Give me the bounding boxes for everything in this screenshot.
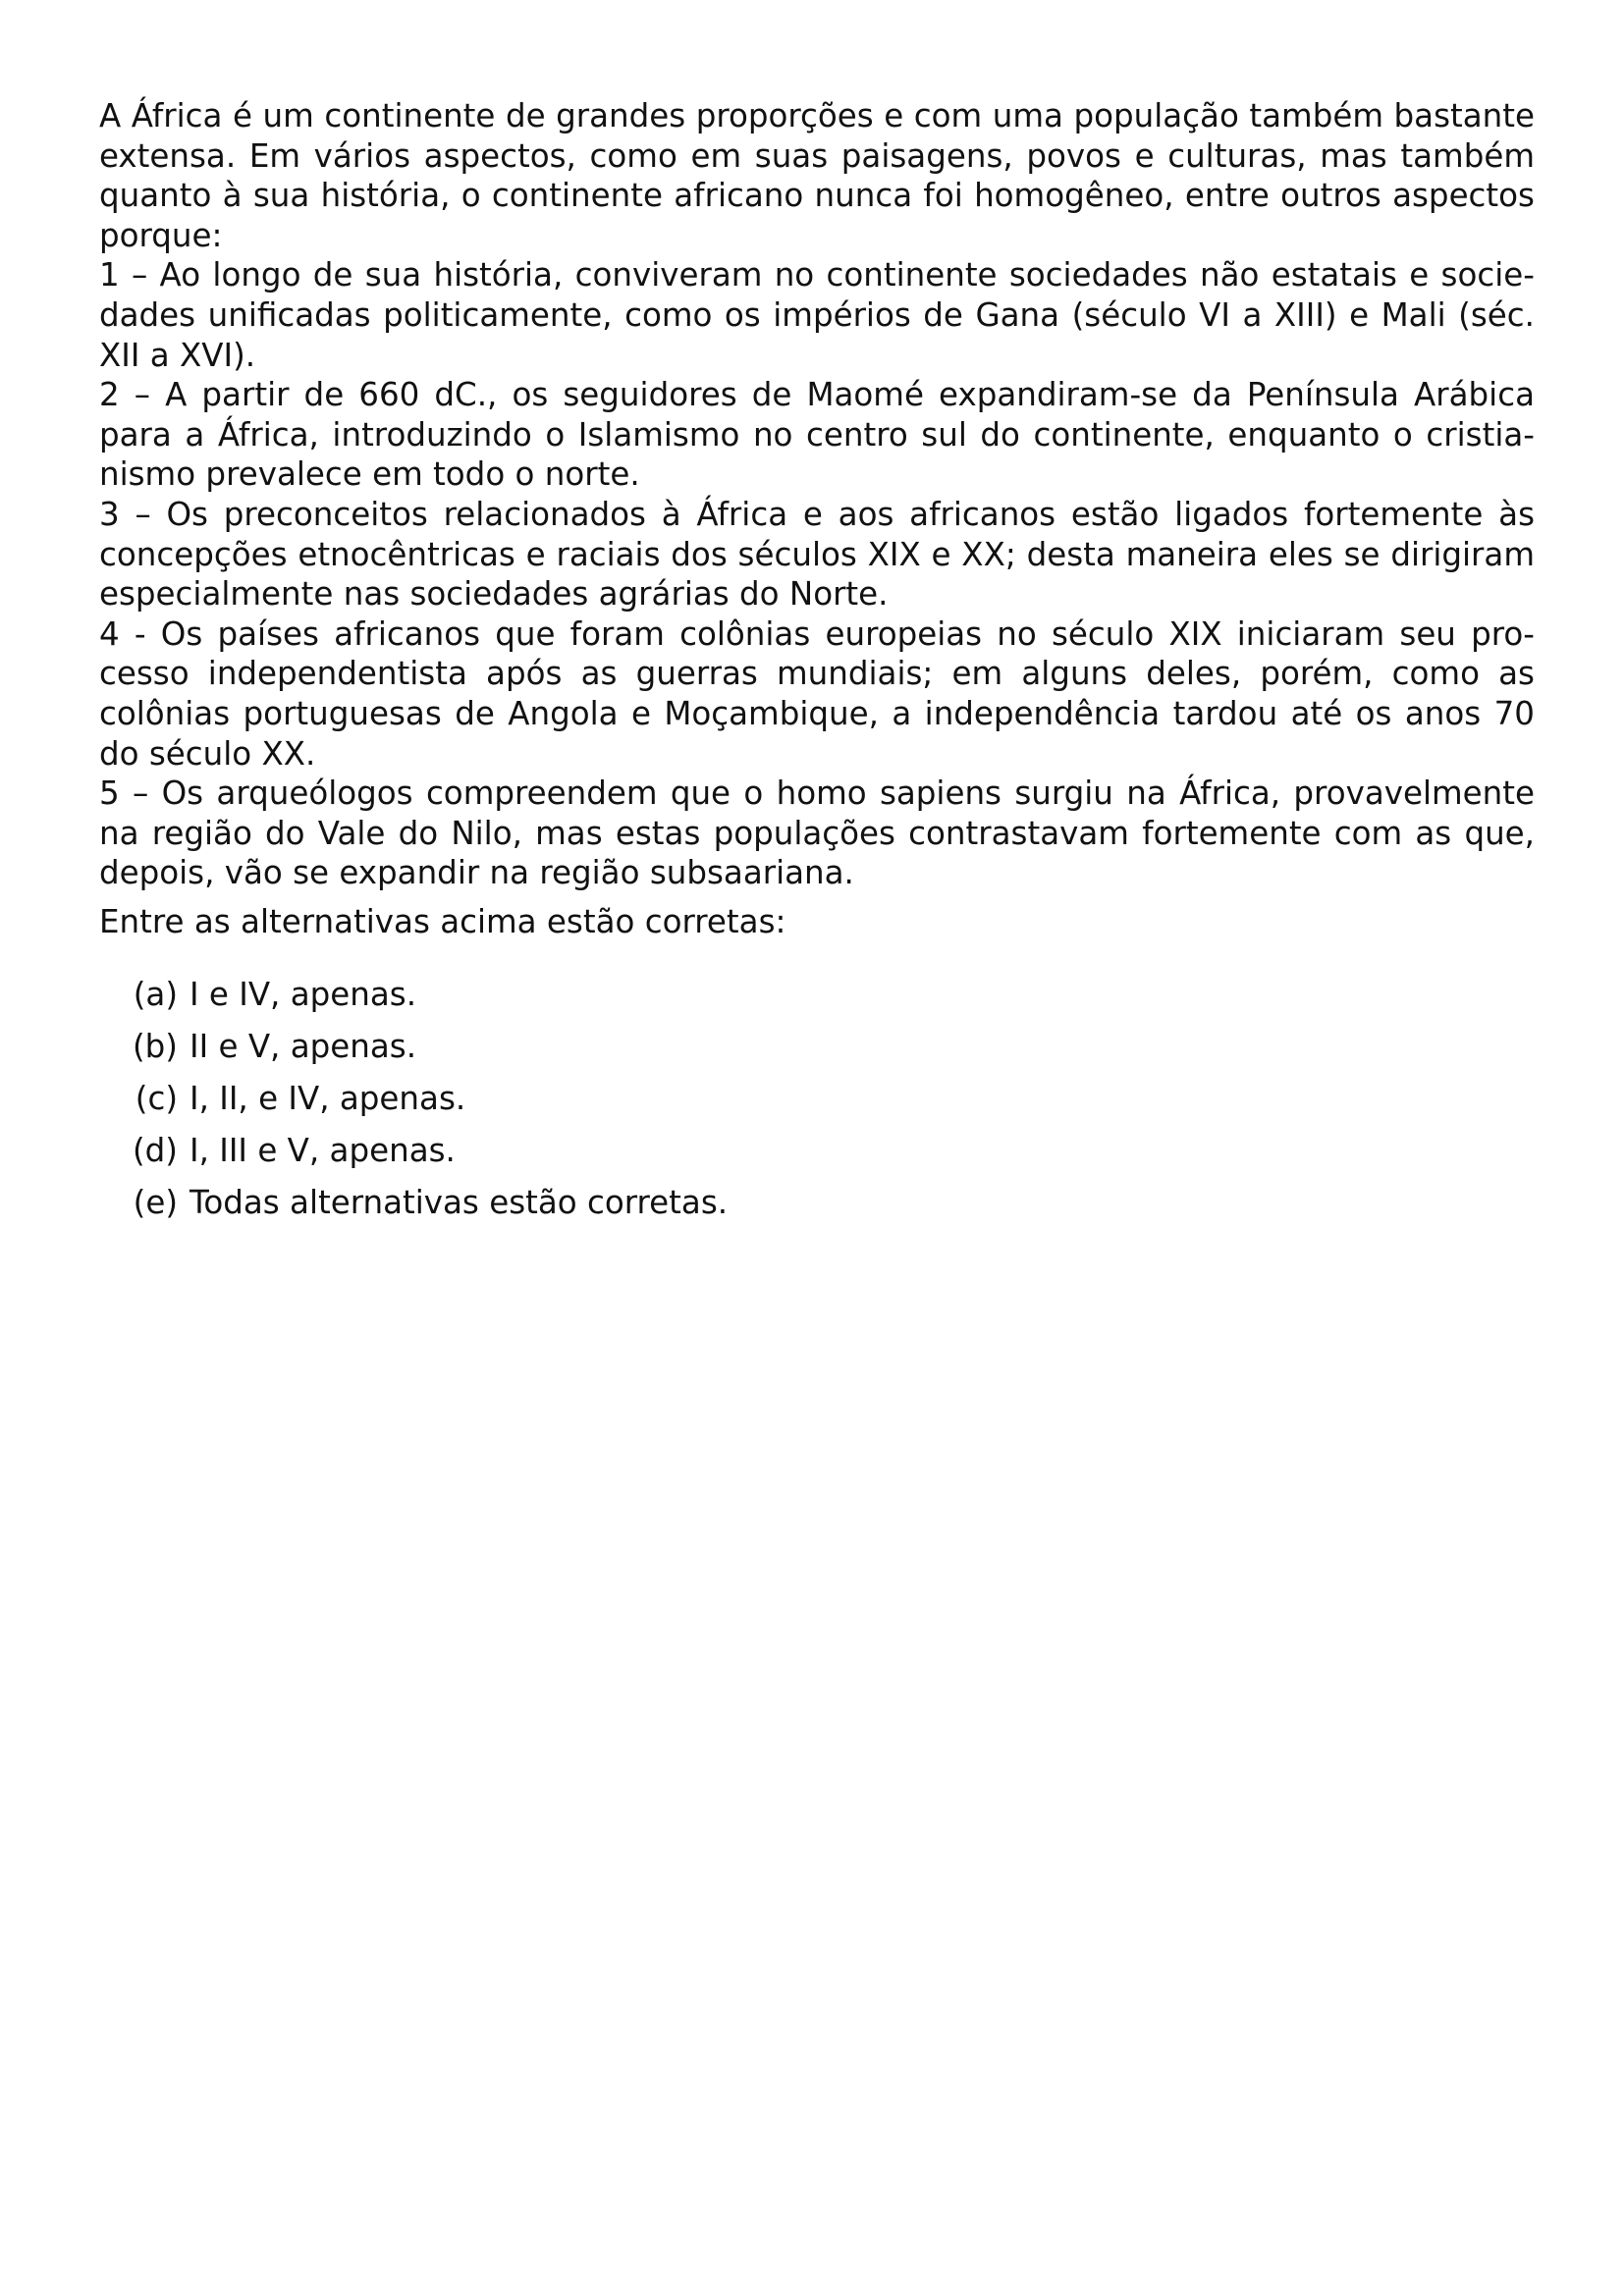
option-c xyxy=(99,1079,1535,1131)
option-text: Todas alternativas estão corretas. xyxy=(189,1184,729,1222)
statement-4: 4 - Os países africanos que foram colônias europeias no século XIX iniciaram seu processo independentista após as guerras mundiais; em alguns deles, porém, como as colônias portuguesas de Angola e Moçambique, a independência tardou até os anos 70 do século XX. xyxy=(99,614,1535,773)
option-text: I, III e V, apenas. xyxy=(189,1132,456,1170)
option-text: I, II, e IV, apenas. xyxy=(189,1080,466,1118)
option-label: (c) xyxy=(135,1080,178,1118)
statement-2: 2 – A partir de 660 dC., os seguidores de Maomé expandiram-se da Península Arábica para a África, introduzindo o Islamismo no centro sul do continente, enquanto o cristianismo prevalece em todo o norte. xyxy=(99,376,1535,494)
option-e xyxy=(99,1183,1535,1235)
option-label: (e) xyxy=(133,1184,178,1222)
option-b xyxy=(99,1027,1535,1079)
statement-5: 5 – Os arqueólogos compreendem que o homo sapiens surgiu na África, provavelmente na região do Vale do Nilo, mas estas populações contrastavam fortemente com as que, depois, vão se expandir na região subsaariana. xyxy=(99,774,1535,892)
statement-1: 1 – Ao longo de sua história, conviveram no continente sociedades não estatais e sociedades unificadas politicamente, como os impérios de Gana (século VI a XIII) e Mali (séc. XII a XVI). xyxy=(99,256,1535,374)
intro-paragraph: A África é um continente de grandes proporções e com uma população também bastante extensa. Em vários aspectos, como em suas paisagens, povos e culturas, mas também quanto à sua história, o continente africano nunca foi homogêneo, entre outros aspectos porque: xyxy=(99,97,1535,254)
option-d xyxy=(99,1131,1535,1183)
option-text: II e V, apenas. xyxy=(189,1028,417,1066)
statement-3: 3 – Os preconceitos relacionados à África e aos africanos estão ligados fortemente às concepções etnocêntricas e raciais dos séculos XIX e XX; desta maneira eles se dirigiram especialmente nas sociedades agrárias do Norte. xyxy=(99,495,1535,614)
option-label: (b) xyxy=(133,1028,178,1066)
question-prompt: Entre as alternativas acima estão corretas: xyxy=(99,902,786,940)
option-a xyxy=(99,975,1535,1027)
question-page xyxy=(99,96,1535,1235)
option-text: I e IV, apenas. xyxy=(189,976,417,1014)
option-label: (a) xyxy=(133,976,178,1014)
option-label: (d) xyxy=(133,1132,178,1170)
answer-options xyxy=(99,975,1535,1235)
